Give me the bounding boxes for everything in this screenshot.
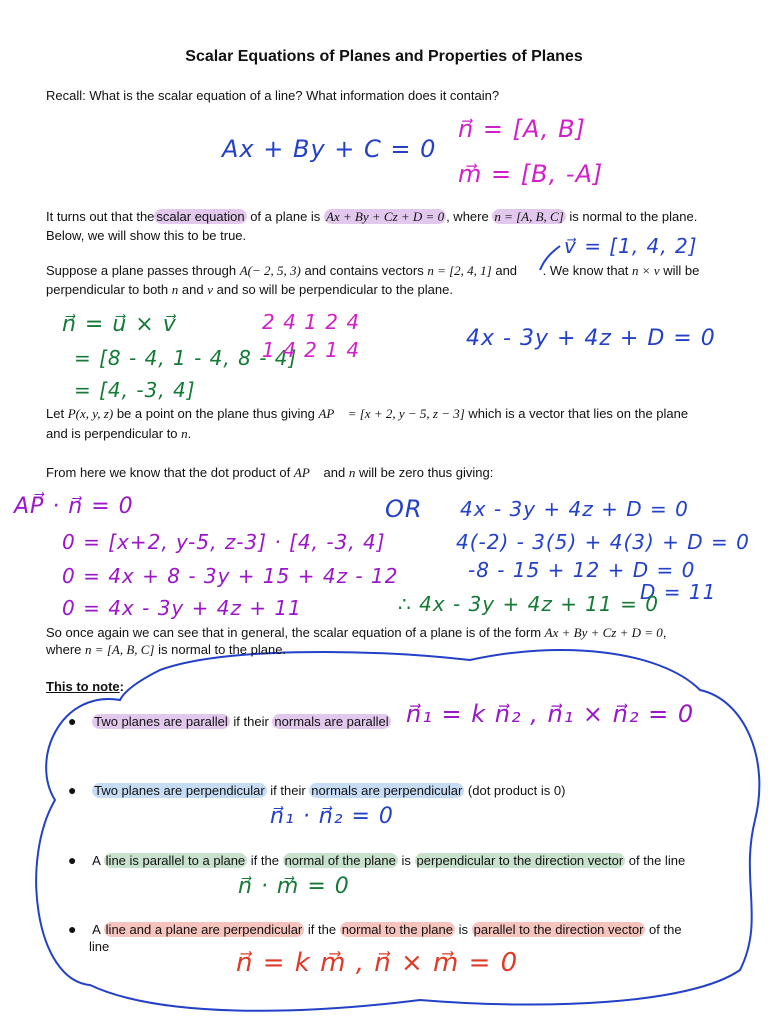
text: So once again we can see that in general, the scalar equation of a plane is of the form — [46, 625, 542, 640]
highlight: parallel to the direction vector — [473, 922, 644, 937]
text: is — [397, 853, 415, 868]
text: and so will be perpendicular to the plane. — [216, 282, 453, 297]
paragraph-plane-equation — [46, 208, 697, 226]
handwritten-dot-3: 0 = 4x + 8 - 3y + 15 + 4z - 12 — [62, 564, 399, 588]
text: . — [187, 426, 192, 441]
math-n-vector: n = [2, 4, 1] — [427, 263, 492, 278]
text: A — [92, 853, 104, 868]
text: , — [662, 625, 667, 640]
math-plane-equation: Ax + By + Cz + D = 0 — [325, 209, 445, 224]
paragraph-suppose-line2 — [46, 281, 453, 299]
handwritten-grid-1: 2 4 1 2 4 — [262, 310, 361, 334]
text: From here we know that the dot product of — [46, 465, 291, 480]
handwritten-cross-3: = [4, -3, 4] — [74, 378, 196, 402]
bullet-dot: ● — [68, 852, 77, 868]
handwritten-alt-2: 4(-2) - 3(5) + 4(3) + D = 0 — [456, 530, 750, 554]
handwritten-alt-result: ∴ 4x - 3y + 4z + 11 = 0 — [398, 592, 659, 616]
text: if the — [247, 853, 283, 868]
math-n: n — [181, 426, 188, 441]
highlight: line and a plane are perpendicular — [105, 922, 303, 937]
text: (dot product is 0) — [464, 783, 566, 798]
handwritten-grid-2: 1 4 2 1 4 — [262, 338, 361, 362]
math-n: n — [348, 465, 356, 480]
math-plane-equation: Ax + By + Cz + D = 0 — [544, 625, 663, 640]
text: It turns out that the — [46, 209, 155, 224]
math-point-p: P(x, y, z) — [67, 406, 114, 421]
math-normal-vector: n = [A, B, C] — [494, 209, 564, 224]
handwritten-alt-3: -8 - 15 + 12 + D = 0 — [468, 558, 696, 582]
handwritten-direction-line: m⃗ = [B, -A] — [458, 160, 604, 188]
handwritten-line-equation: Ax + By + C = 0 — [222, 135, 437, 163]
highlight: Two planes are parallel — [94, 714, 228, 729]
text: where — [46, 642, 82, 657]
paragraph-general-form — [46, 624, 666, 642]
text: of the line — [625, 853, 686, 868]
text: be a point on the plane thus giving — [116, 406, 315, 421]
handwritten-normal-line: n⃗ = [A, B] — [458, 115, 586, 143]
handwritten-plane-d: 4x - 3y + 4z + D = 0 — [466, 326, 716, 351]
text: Let — [46, 406, 65, 421]
bullet-dot: ● — [68, 782, 77, 798]
note-heading — [46, 678, 124, 696]
bullet-line-parallel-plane — [68, 851, 685, 870]
handwritten-alt-1: 4x - 3y + 4z + D = 0 — [460, 497, 689, 521]
math-point-a: A(− 2, 5, 3) — [239, 263, 301, 278]
text: if their — [229, 714, 273, 729]
handwritten-v-vector: v⃗ = [1, 4, 2] — [564, 234, 698, 258]
text: if the — [304, 922, 340, 937]
text: is — [454, 922, 472, 937]
math-n-cross-v: n × v — [632, 263, 660, 278]
paragraph-let-p — [46, 405, 688, 423]
note-heading-text: This to note — [46, 679, 120, 694]
text: which is a vector that lies on the plane — [468, 406, 689, 421]
bullet-perpendicular-planes — [68, 781, 565, 800]
math-ap: AP⃗ — [293, 465, 320, 480]
paragraph-let-p-line2 — [46, 425, 191, 443]
handwritten-line-perpendicular-plane: n⃗ = k m⃗ , n⃗ × m⃗ = 0 — [236, 948, 519, 978]
text: and — [323, 465, 346, 480]
highlight: perpendicular to the direction vector — [416, 853, 624, 868]
paragraph-general-form-line2 — [46, 641, 286, 659]
bullet-dot: ● — [68, 921, 77, 937]
text: A — [92, 922, 104, 937]
handwritten-parallel-planes: n⃗₁ = k n⃗₂ , n⃗₁ × n⃗₂ = 0 — [406, 700, 695, 728]
text: perpendicular to both — [46, 282, 169, 297]
text: and is perpendicular to — [46, 426, 178, 441]
recall-question: Recall: What is the scalar equation of a line? What information does it contain? — [46, 88, 500, 103]
handwritten-dot-2: 0 = [x+2, y-5, z-3] · [4, -3, 4] — [62, 530, 386, 554]
text: and — [495, 263, 518, 278]
text: of the — [645, 922, 682, 937]
note-heading-colon: : — [119, 679, 125, 694]
page-title: Scalar Equations of Planes and Properties of Planes — [185, 48, 583, 65]
text: is normal to the plane. — [158, 642, 287, 657]
paragraph-suppose — [46, 262, 699, 280]
highlight: Two planes are perpendicular — [94, 783, 265, 798]
text: of a plane is — [250, 209, 321, 224]
text: will be — [663, 263, 700, 278]
paragraph-line2: Below, we will show this to be true. — [46, 228, 247, 243]
math-normal-vector: n = [A, B, C] — [85, 642, 155, 657]
highlight-scalar-equation: scalar equation — [156, 209, 245, 224]
highlight: line is parallel to a plane — [105, 853, 246, 868]
highlight: normals are parallel — [274, 714, 389, 729]
bullet-line-perpendicular-plane — [68, 920, 682, 939]
text: Suppose a plane passes through — [46, 263, 237, 278]
handwritten-or: OR — [385, 495, 423, 523]
text: . We know that — [542, 263, 629, 278]
text: and contains vectors — [304, 263, 424, 278]
text: and — [181, 282, 204, 297]
text: is normal to the plane. — [569, 209, 698, 224]
highlight: normal of the plane — [284, 853, 396, 868]
bullet-line-perpendicular-plane-line2: line — [89, 939, 110, 954]
bullet-dot: ● — [68, 713, 77, 729]
text: , where — [446, 209, 489, 224]
handwritten-d-value: D = 11 — [640, 580, 717, 604]
highlight: normals are perpendicular — [311, 783, 463, 798]
text: if their — [266, 783, 310, 798]
text: will be zero thus giving: — [358, 465, 494, 480]
paragraph-dot-product — [46, 464, 493, 482]
highlight: normal to the plane — [341, 922, 453, 937]
handwritten-perpendicular-planes: n⃗₁ · n⃗₂ = 0 — [270, 804, 394, 829]
handwritten-cross-2: = [8 - 4, 1 - 4, 8 - 4] — [74, 346, 298, 370]
handwritten-dot-1: AP⃗ · n⃗ = 0 — [14, 494, 134, 519]
handwritten-line-parallel-plane: n⃗ · m⃗ = 0 — [238, 874, 350, 899]
bullet-parallel-planes — [68, 712, 391, 731]
math-v: v — [207, 282, 214, 297]
math-ap-vector: AP⃗ = [x + 2, y − 5, z − 3] — [318, 406, 465, 421]
handwritten-dot-4: 0 = 4x - 3y + 4z + 11 — [62, 596, 302, 620]
handwritten-cross-1: n⃗ = u⃗ × v⃗ — [62, 312, 177, 337]
math-n: n — [171, 282, 179, 297]
